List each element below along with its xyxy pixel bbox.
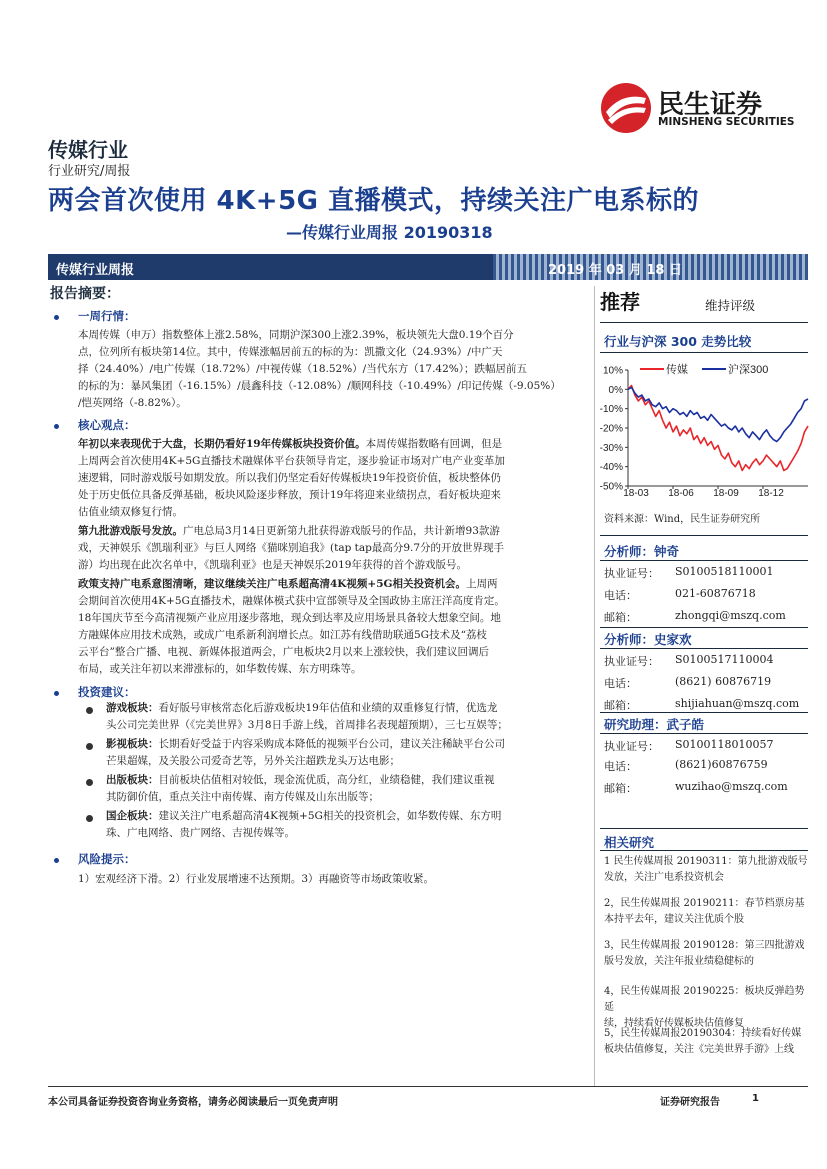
analyst-license: S0100118010057 <box>675 738 774 751</box>
summary-title: 报告摘要： <box>50 286 120 302</box>
related-item[interactable]: 2，民生传媒周报 20190211：春节档票房基 本持平去年，建议关注优质个股 <box>604 898 805 925</box>
bullet-icon <box>86 743 93 750</box>
related-item[interactable]: 3，民生传媒周报 20190128：第三四批游戏 版号发放，关注年报业绩稳健标的 <box>604 940 805 967</box>
core-head: 核心观点： <box>78 418 136 432</box>
analyst-license: S0100517110004 <box>675 653 774 666</box>
analyst-field-label: 邮箱： <box>604 782 637 795</box>
rating-label: 推荐 <box>600 290 640 314</box>
related-item[interactable]: 1 民生传媒周报 20190311：第九批游戏版号 发放，关注广电系投资机会 <box>604 856 808 883</box>
column-divider <box>594 286 595 1086</box>
legend-label: 传媒 <box>666 364 688 376</box>
y-tick-label: 10% <box>602 365 623 377</box>
analyst-email[interactable]: wuzihao@mszq.com <box>675 780 788 793</box>
band-label: 传媒行业周报 <box>56 263 135 278</box>
advice-item-film: 影视板块：长期看好受益于内容采购成本降低的视频平台公司，建议关注稀缺平台公司 芒果超媒，及关股公司爱奇艺等，另外关注超跌龙头万达电影； <box>106 738 505 767</box>
series-line-media <box>628 386 808 471</box>
footer-rule <box>48 1086 808 1087</box>
report-date: 2019 年 03 月 18 日 <box>548 263 682 278</box>
report-type: 行业研究/周报 <box>48 164 131 179</box>
weekly-head: 一周行情： <box>78 309 136 323</box>
x-tick-label: 18-03 <box>623 488 649 499</box>
analyst-title: 分析师：史家欢 <box>604 632 692 647</box>
minsheng-logo-icon <box>600 82 652 134</box>
analyst-phone: 021-60876718 <box>675 587 756 600</box>
brand-logo <box>600 82 810 134</box>
advice-item-game: 游戏板块：看好版号审核常态化后游戏板块19年估值和业绩的双重修复行情，优选龙 头公司完美世界（《完美世界》3月8日手游上线，首周排名表现超预期），三七互娱等； <box>106 702 508 731</box>
analyst-field-label: 执业证号： <box>604 740 659 753</box>
related-item[interactable]: 5，民生传媒周报20190304：持续看好传媒 板块估值修复，关注《完美世界手游》上线 <box>604 1028 802 1055</box>
bullet-icon <box>86 707 93 714</box>
x-tick-label: 18-09 <box>713 488 739 499</box>
analyst-field-label: 电话： <box>604 589 637 602</box>
analyst-field-label: 电话： <box>604 677 637 690</box>
title-band <box>48 254 808 280</box>
related-title: 相关研究 <box>604 835 655 850</box>
page-title: 两会首次使用 4K+5G 直播模式，持续关注广电系标的 <box>48 186 700 216</box>
analyst-field-label: 邮箱： <box>604 699 637 712</box>
bullet-icon <box>54 315 59 320</box>
bullet-icon <box>54 424 59 429</box>
footer-page-number: 1 <box>752 1093 759 1104</box>
core-p1: 年初以来表现优于大盘，长期仍看好19年传媒板块投资价值。本周传媒指数略有回调，但是 上周两会首次使用4K+5G直播技术融媒体平台获领导肯定，逐步验证市场对广电产业变革加 速逻辑，同时游戏版号如期发放。所以我们仍坚定看好传媒板块19年投资价值，板块整体仍 处于历史低位具备反弹基础，板块风险逐步释放，预计19年将迎来业绩拐点，看好板块迎来 估值业绩双修复行情。 <box>78 438 505 518</box>
y-tick-label: -20% <box>599 423 623 435</box>
logo-name-cn: 民生证券 <box>658 90 763 120</box>
analyst-title: 分析师：钟奇 <box>604 544 680 559</box>
rating-sub: 维持评级 <box>705 298 756 313</box>
analyst-field-label: 邮箱： <box>604 611 637 624</box>
analyst-email[interactable]: zhongqi@mszq.com <box>675 609 786 622</box>
analyst-field-label: 执业证号： <box>604 655 659 668</box>
weekly-body: 本周传媒（申万）指数整体上涨2.58%，同期沪深300上涨2.39%，板块领先大盘0.19个百分 点，位列所有板块第14位。其中，传媒涨幅居前五的标的为：凯撒文化（24.93%）/中广天 择（24.40%）/电广传媒（18.72%）/中视传媒（18.52%）/当代东方（17.42%）；跌幅居前五 的标的为：暴风集团（-16.15%）/晨鑫科技（-12.08%）/顺网科技（-10.49%）/印记传媒（-9.05%） /恺英网络（-8.82%）。 <box>78 329 561 409</box>
analyst-phone: (8621) 60876719 <box>675 675 772 688</box>
risk-head: 风险提示： <box>78 852 136 866</box>
advice-head: 投资建议： <box>78 685 136 699</box>
analyst-email[interactable]: shijiahuan@mszq.com <box>675 697 800 710</box>
analyst-field-label: 执业证号： <box>604 567 659 580</box>
footer-disclaimer: 本公司具备证券投资咨询业务资格，请务必阅读最后一页免责声明 <box>48 1097 338 1108</box>
bullet-icon <box>54 691 59 696</box>
logo-name-en: MINSHENG SECURITIES <box>658 116 795 128</box>
analyst-phone: (8621)60876759 <box>675 758 768 771</box>
bullet-icon <box>86 815 93 822</box>
y-tick-label: -10% <box>599 404 623 416</box>
chart-source: 资料来源：Wind，民生证券研究所 <box>604 514 761 525</box>
analyst-field-label: 电话： <box>604 760 637 773</box>
advice-item-soe: 国企板块：建议关注广电系超高清4K视频+5G相关的投资机会，如华数传媒、东方明 珠、广电网络、贵广网络、吉视传媒等。 <box>106 810 502 839</box>
footer-doc-type: 证券研究报告 <box>660 1097 720 1108</box>
core-p2: 第九批游戏版号发放。广电总局3月14日更新第九批获得游戏版号的作品，共计新增93款游 戏，天神娱乐《凯瑞利亚》与巨人网络《猫咪别追我》(tap tap最高分9.7分的开放世界现手 游）均出现在此次名单中，《凯瑞利亚》也是天神娱乐2019年获得的首个游戏版号。 <box>78 525 505 571</box>
legend-label: 沪深300 <box>728 364 769 376</box>
y-tick-label: 0% <box>608 384 623 396</box>
advice-item-publish: 出版板块：目前板块估值相对较低，现金流优质，高分红，业绩稳健，我们建议重视 其防御价值，重点关注中南传媒、南方传媒及山东出版等； <box>106 774 495 803</box>
related-item[interactable]: 4，民生传媒周报 20190225：板块反弹趋势延 续，持续看好传媒板块估值修复 <box>604 986 805 1029</box>
bullet-icon <box>86 779 93 786</box>
core-p3: 政策支持广电系意图清晰，建议继续关注广电系超高清4K视频+5G相关投资机会。上周两 会期间首次使用4K+5G直播技术，融媒体模式获中宣部领导及全国政协主席汪洋高度肯定。 18年国庆节至今高清视频产业应用逐步落地，现众到达率及应用场景具备较大想象空间。地 方融媒体应用技术成熟，或成广电系新利润增长点。如江苏有线借助联通5G技术及“荔枝 云平台”整合广播、电视、新媒体报道两会，广电板块2月以来上涨较快，我们建议回调后 布局，或关注年初以来滞涨标的，如华数传媒、东方明珠等。 <box>78 578 505 675</box>
analyst-license: S0100518110001 <box>675 565 774 578</box>
bullet-icon <box>54 858 59 863</box>
y-tick-label: -40% <box>599 462 623 474</box>
industry-label: 传媒行业 <box>48 138 128 162</box>
trend-chart <box>596 356 810 500</box>
chart-title: 行业与沪深 300 走势比较 <box>604 334 752 349</box>
assistant-title: 研究助理：武子皓 <box>604 717 705 732</box>
risk-text: 1）宏观经济下滑。2）行业发展增速不达预期。3）再融资等市场政策收紧。 <box>78 873 435 885</box>
x-tick-label: 18-06 <box>668 488 694 499</box>
y-tick-label: -30% <box>599 442 623 454</box>
page-subtitle: —传媒行业周报 20190318 <box>286 223 493 242</box>
y-tick-label: -50% <box>599 481 623 493</box>
x-tick-label: 18-12 <box>758 488 784 499</box>
